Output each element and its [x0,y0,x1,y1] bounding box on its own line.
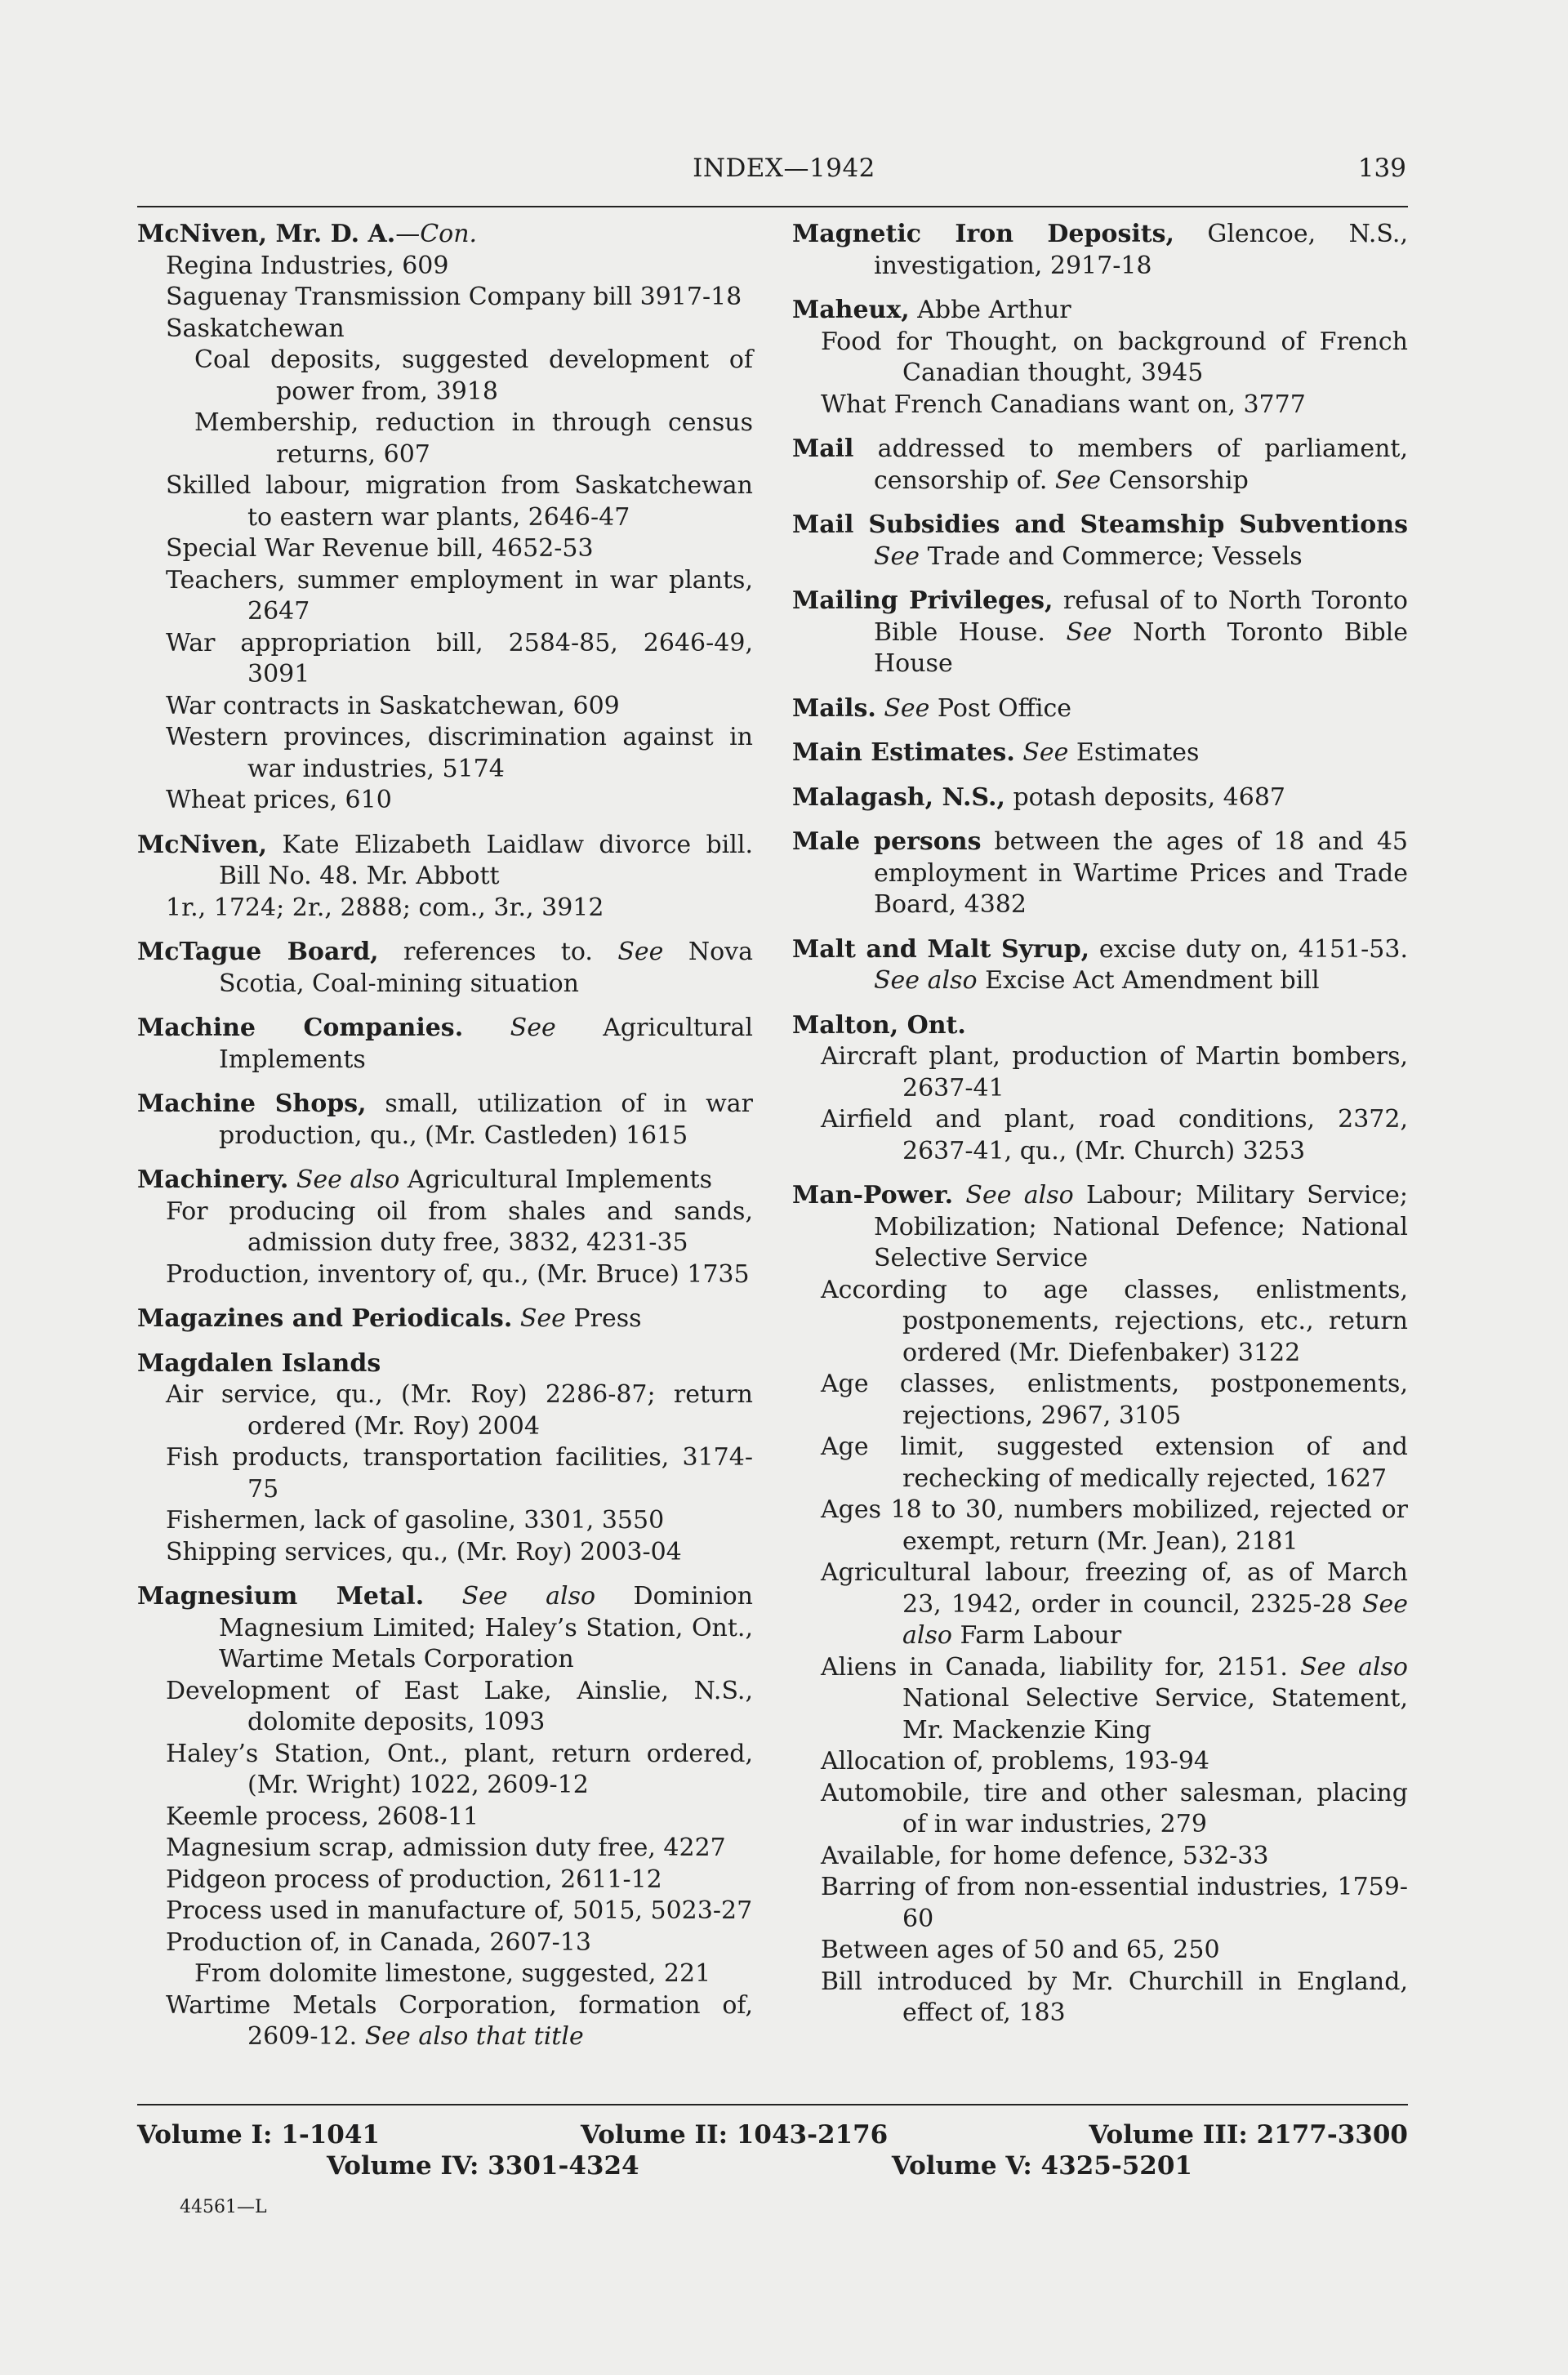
entry-text: Dominion Magnesium Limited; Haley’s Station, Ont., Wartime Metals Corporation [219,1582,753,1673]
cross-reference-word: See also [902,1589,1408,1650]
index-entry [137,1581,753,2053]
index-subentry-line [137,533,753,565]
entry-text: Age classes, enlistments, postponements, rejections, 2967, 3105 [821,1370,1408,1430]
entry-text: Excise Act Amendment bill [977,966,1320,995]
entry-text: For producing oil from shales and sands, admission duty free, 3832, 4231-35 [166,1196,753,1257]
entry-text [876,694,884,723]
entry-text: Teachers, summer employment in war plants, 2647 [166,565,753,626]
index-entry [792,434,1408,497]
index-subentry-line [137,345,753,408]
index-heading-line [792,693,1408,725]
entry-text: Press [565,1304,642,1333]
entry-text: small, utilization of in war production, qu., (Mr. Castleden) 1615 [219,1089,754,1150]
index-subentry-line [792,1872,1408,1935]
index-entry [792,586,1408,680]
cross-reference-word: See [1054,466,1101,495]
index-entry [792,934,1408,997]
index-subentry-line [137,1676,753,1739]
entry-text: Age limit, suggested extension of and rechecking of medically rejected, 1627 [821,1433,1408,1493]
index-subentry-line [137,722,753,785]
index-subentry-line [792,390,1408,421]
volume-legend-row-1 [137,2120,1408,2150]
entry-text: Kate Elizabeth Laidlaw divorce bill. Bill No. 48. Mr. Abbott [219,830,753,890]
entry-text: Automobile, tire and other salesman, placing of in war industries, 279 [821,1778,1408,1838]
entry-text: Special War Revenue bill, 4652-53 [166,534,594,563]
volume-iii-range: Volume III: 2177-3300 [1089,2120,1408,2150]
index-heading-line [792,434,1408,497]
entry-text: Trade and Commerce; Vessels [920,541,1303,571]
index-subentry-line [137,691,753,723]
entry-headword: Machine Companies. [137,1014,464,1042]
cross-reference-word: See also [296,1165,400,1194]
index-subentry-line [137,893,753,925]
entry-text: Labour; Military Service; Mobilization; National Defence; National Selective Service [874,1181,1408,1272]
index-entry [792,219,1408,282]
entry-text [1015,738,1023,767]
entry-text: Ages 18 to 30, numbers mobilized, rejected or exempt, return (Mr. Jean), 2181 [821,1495,1408,1556]
index-subentry-line [137,408,753,470]
entry-text: Keemle process, 2608-11 [166,1802,479,1831]
index-subentry-line [792,1778,1408,1841]
entry-text: Estimates [1068,738,1200,767]
index-entry [792,827,1408,921]
index-entry [792,1180,1408,2030]
entry-text [288,1165,296,1194]
index-heading-line [137,1089,753,1152]
index-heading-line [792,737,1408,769]
index-heading-line [137,1348,753,1380]
entry-text: Censorship [1100,466,1249,495]
entry-headword: McNiven, [137,830,268,859]
index-subentry-line [137,1896,753,1927]
entry-text: excise duty on, 4151-53. [1089,934,1408,964]
entry-headword: Main Estimates. [792,738,1015,767]
entry-text: — [395,220,421,248]
entry-text: Air service, qu., (Mr. Roy) 2286-87; return ordered (Mr. Roy) 2004 [166,1380,753,1441]
index-subentry-line [792,327,1408,390]
entry-text: Wartime Metals Corporation, formation of, 2609-12. [166,1990,753,2051]
cross-reference-word: See [874,541,920,571]
entry-text: Glencoe, N.S., investigation, 2917-18 [874,220,1408,280]
index-subentry-line [792,1746,1408,1778]
volume-ii-range: Volume II: 1043-2176 [581,2120,889,2150]
entry-headword: Maheux, [792,296,910,324]
index-heading-line [792,510,1408,573]
index-subentry-line [137,282,753,314]
entry-headword: Malagash, N.S., [792,782,1005,812]
entry-headword: McTague Board, [137,938,379,966]
entry-text: According to age classes, enlistments, postponements, rejections, etc., return ordered (Mr. Diefenbaker) 3122 [821,1275,1408,1367]
entry-text: Skilled labour, migration from Saskatchewan to eastern war plants, 2646-47 [166,471,753,532]
footer-rule [137,2104,1408,2105]
volume-legend-row-2 [327,2151,1192,2181]
index-heading-line [792,219,1408,282]
entry-text: Western provinces, discrimination against in war industries, 5174 [166,723,753,783]
index-subentry-line [137,1927,753,1959]
entry-text [424,1582,461,1611]
entry-text: Bill introduced by Mr. Churchill in England, effect of, 183 [821,1967,1408,2027]
cross-reference-word: See [1066,617,1112,647]
cross-reference-word: See also [461,1582,596,1611]
index-entry [137,1165,753,1290]
entry-text: Shipping services, qu., (Mr. Roy) 2003-04 [166,1537,682,1566]
index-entry [792,782,1408,814]
index-heading-line [137,219,753,251]
cross-reference-word: See [1022,738,1069,767]
entry-text: Production of, in Canada, 2607-13 [166,1927,591,1957]
index-heading-line [792,1180,1408,1275]
index-heading-line [792,782,1408,814]
index-subentry-line [137,251,753,283]
print-code: 44561—L [180,2197,267,2217]
header-rule [137,206,1408,207]
entry-headword: Male persons [792,827,982,856]
index-subentry-line [137,1958,753,1990]
index-heading-line [137,1165,753,1196]
index-column-right [792,219,1408,2043]
index-entry [137,1303,753,1335]
index-subentry-line [792,1275,1408,1370]
entry-text: What French Canadians want on, 3777 [821,390,1306,419]
cross-reference-word: See [617,938,664,966]
entry-text: Nova Scotia, Coal-mining situation [219,938,754,998]
index-subentry-line [792,1967,1408,2030]
index-entry [137,1348,753,1569]
entry-text: Farm Labour [951,1621,1122,1650]
cross-reference-word: See also that title [364,2022,584,2051]
entry-text: Aliens in Canada, liability for, 2151. [821,1652,1300,1682]
entry-text: Post Office [929,693,1072,723]
index-subentry-line [137,1505,753,1537]
index-entry [792,693,1408,725]
index-subentry-line [137,785,753,817]
cross-reference-word: See [519,1304,566,1333]
index-subentry-line [137,1442,753,1505]
entry-headword: Magnesium Metal. [137,1582,425,1611]
entry-text: Available, for home defence, 532-33 [821,1841,1269,1870]
entry-text: Saskatchewan [166,314,345,343]
index-entry [792,1010,1408,1168]
index-subentry-line [792,1652,1408,1747]
entry-text: National Selective Service, Statement, Mr. Mackenzie King [902,1684,1408,1744]
entry-text: Coal deposits, suggested development of power from, 3918 [194,345,753,406]
entry-headword: Magnetic Iron Deposits, [792,220,1174,248]
cross-reference-word: Con. [420,220,478,248]
entry-text: Haley’s Station, Ont., plant, return ordered, (Mr. Wright) 1022, 2609-12 [166,1739,753,1799]
entry-headword: Man-Power. [792,1181,954,1210]
index-subentry-line [792,1495,1408,1557]
index-subentry-line [137,314,753,345]
volume-i-range: Volume I: 1-1041 [137,2120,380,2150]
index-subentry-line [137,1833,753,1865]
entry-text: Food for Thought, on background of French Canadian thought, 3945 [821,327,1408,387]
index-subentry-line [137,1865,753,1896]
volume-v-range: Volume V: 4325-5201 [891,2151,1192,2181]
entry-headword: Machine Shops, [137,1089,367,1118]
entry-text: Development of East Lake, Ainslie, N.S., dolomite deposits, 1093 [166,1676,753,1736]
page-title: INDEX—1942 [693,154,875,183]
index-entry [137,1089,753,1152]
cross-reference-word: See also [1299,1652,1408,1682]
index-subentry-line [792,1369,1408,1432]
index-subentry-line [137,1990,753,2053]
index-entry [792,295,1408,421]
entry-headword: McNiven, Mr. D. A. [137,220,396,248]
entry-text: Agricultural Implements [219,1014,753,1074]
entry-text: Process used in manufacture of, 5015, 5023-27 [166,1896,753,1925]
entry-text: War appropriation bill, 2584-85, 2646-49, 3091 [166,628,753,688]
index-subentry-line [792,1557,1408,1652]
entry-text: Pidgeon process of production, 2611-12 [166,1865,662,1894]
index-heading-line [792,934,1408,997]
entry-headword: Magdalen Islands [137,1348,381,1378]
entry-text: Between ages of 50 and 65, 250 [821,1936,1220,1964]
index-heading-line [792,586,1408,680]
index-entry [137,830,753,925]
entry-text: Regina Industries, 609 [166,251,449,280]
cross-reference-word: See [884,693,930,723]
entry-text: From dolomite limestone, suggested, 221 [194,1959,711,1988]
index-entry [137,1013,753,1076]
entry-headword: Malt and Malt Syrup, [792,934,1090,964]
entry-text: Allocation of, problems, 193-94 [821,1747,1209,1776]
entry-text: Airfield and plant, road conditions, 2372, 2637-41, qu., (Mr. Church) 3253 [821,1105,1408,1165]
entry-headword: Mailing Privileges, [792,586,1054,615]
entry-text: North Toronto Bible House [874,617,1409,678]
entry-text: potash deposits, 4687 [1004,782,1286,812]
entry-text: refusal of to North Toronto Bible House. [874,586,1408,647]
entry-text: Fishermen, lack of gasoline, 3301, 3550 [166,1506,665,1535]
index-heading-line [792,295,1408,327]
entry-text: 1r., 1724; 2r., 2888; com., 3r., 3912 [166,893,604,922]
index-heading-line [137,1013,753,1076]
cross-reference-word: See also [965,1181,1074,1210]
index-subentry-line [792,1104,1408,1167]
entry-headword: Mail [792,434,854,463]
entry-text: between the ages of 18 and 45 employment in Wartime Prices and Trade Board, 4382 [874,827,1408,919]
index-subentry-line [137,1537,753,1569]
index-subentry-line [792,1935,1408,1967]
index-heading-line [137,1581,753,1676]
entry-headword: Mails. [792,693,876,723]
entry-text [953,1181,965,1210]
index-heading-line [137,937,753,1000]
index-subentry-line [137,1379,753,1442]
entry-text: Barring of from non-essential industries, 1759-60 [821,1873,1408,1933]
index-subentry-line [792,1432,1408,1495]
entry-text: Abbe Arthur [909,296,1071,324]
page-number: 139 [1357,154,1406,183]
entry-headword: Machinery. [137,1165,289,1194]
index-subentry-line [137,1196,753,1259]
index-entry [792,737,1408,769]
index-subentry-line [137,565,753,628]
index-entry [137,937,753,1000]
entry-text: Wheat prices, 610 [166,786,392,814]
index-column-left [137,219,753,2066]
index-entry [792,510,1408,573]
entry-text: references to. [378,938,618,966]
entry-text [463,1014,510,1042]
cross-reference-word: See [510,1014,556,1042]
index-heading-line [137,830,753,893]
entry-text: War contracts in Saskatchewan, 609 [166,691,620,720]
index-subentry-line [137,1802,753,1834]
index-heading-line [792,1010,1408,1042]
entry-headword: Mail Subsidies and Steamship Subventions [792,510,1408,539]
index-heading-line [137,1303,753,1335]
entry-text: Agricultural Implements [399,1165,712,1194]
index-entry [137,219,753,817]
volume-iv-range: Volume IV: 3301-4324 [327,2151,639,2181]
entry-text: Fish products, transportation facilities, 3174-75 [166,1443,753,1504]
entry-text: Saguenay Transmission Company bill 3917-18 [166,283,742,311]
entry-text: addressed to members of parliament, censorship of. [853,434,1408,495]
index-subentry-line [137,628,753,691]
index-heading-line [792,827,1408,921]
entry-text: Membership, reduction in through census returns, 607 [194,408,753,469]
entry-headword: Magazines and Periodicals. [137,1304,513,1333]
entry-headword: Malton, Ont. [792,1010,966,1040]
index-subentry-line [792,1041,1408,1104]
entry-text [512,1304,520,1333]
entry-text: Agricultural labour, freezing of, as of March 23, 1942, order in council, 2325-28 [821,1558,1408,1619]
entry-text: Production, inventory of, qu., (Mr. Bruce) 1735 [166,1259,750,1289]
index-subentry-line [792,1841,1408,1873]
entry-text: Magnesium scrap, admission duty free, 4227 [166,1834,726,1862]
entry-text: Aircraft plant, production of Martin bombers, 2637-41 [821,1042,1408,1103]
index-subentry-line [137,470,753,533]
index-subentry-line [137,1259,753,1291]
cross-reference-word: See also [874,966,978,995]
index-subentry-line [137,1739,753,1802]
